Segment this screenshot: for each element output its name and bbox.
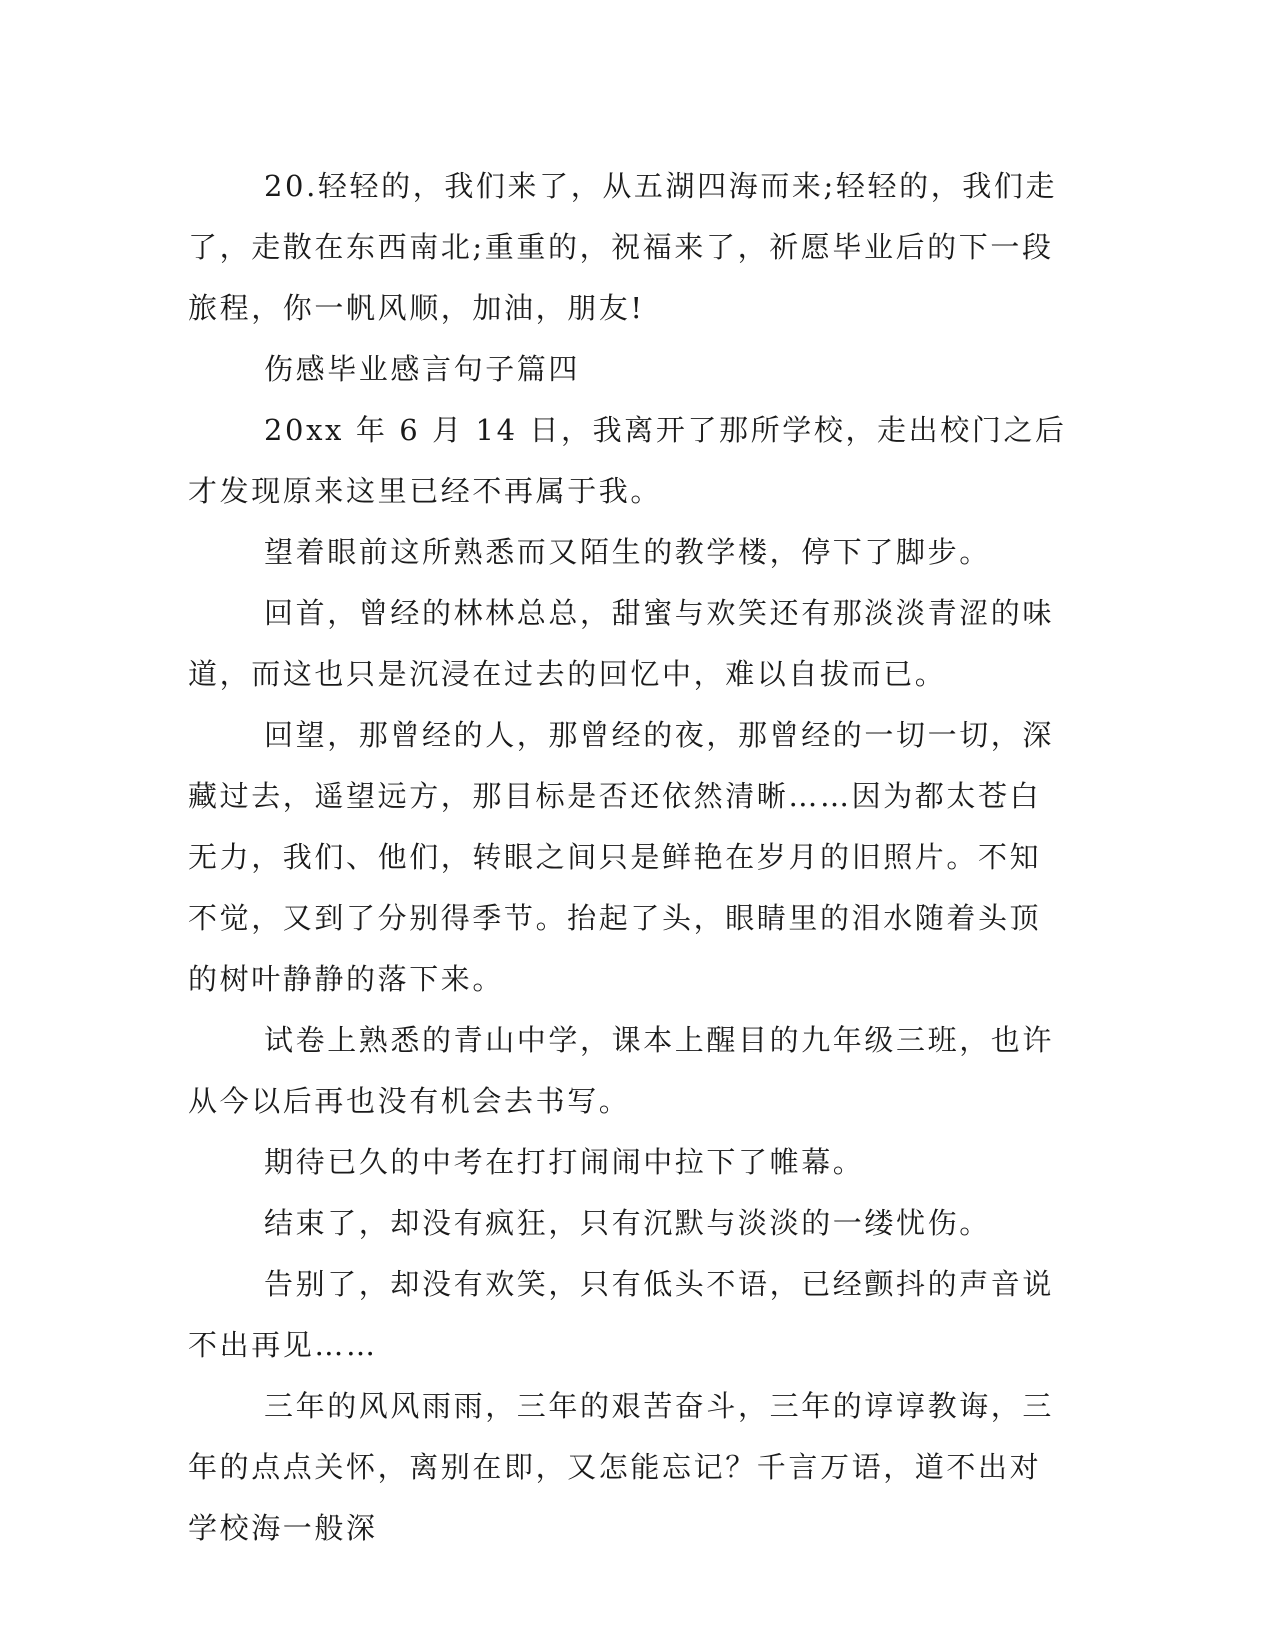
paragraph-building: 望着眼前这所熟悉而又陌生的教学楼，停下了脚步。 [264, 535, 991, 569]
paragraph-look-back: 回首，曾经的林林总总，甜蜜与欢笑还有那淡淡青涩的味道，而这也只是沉浸在过去的回忆中，难以自拔而已。 [188, 596, 1055, 691]
paragraph-school-name: 试卷上熟悉的青山中学，课本上醒目的九年级三班，也许从今以后再也没有机会去书写。 [188, 1023, 1055, 1118]
paragraph-three-years: 三年的风风雨雨，三年的艰苦奋斗，三年的谆谆教诲，三年的点点关怀，离别在即，又怎能忘记？千言万语，道不出对学校海一般深 [188, 1389, 1055, 1545]
document-body [188, 156, 1068, 1559]
paragraph-memories: 回望，那曾经的人，那曾经的夜，那曾经的一切一切，深藏过去，遥望远方，那目标是否还依然清晰……因为都太苍白无力，我们、他们，转眼之间只是鲜艳在岁月的旧照片。不知不觉，又到了分别得季节。抬起了头，眼睛里的泪水随着头顶的树叶静静的落下来。 [188, 718, 1055, 996]
paragraph-date: 20xx 年 6 月 14 日，我离开了那所学校，走出校门之后才发现原来这里已经不再属于我。 [188, 413, 1067, 508]
paragraph-ended: 结束了，却没有疯狂，只有沉默与淡淡的一缕忧伤。 [264, 1206, 991, 1240]
section-heading: 伤感毕业感言句子篇四 [264, 352, 581, 386]
paragraph-exam: 期待已久的中考在打打闹闹中拉下了帷幕。 [264, 1145, 865, 1179]
paragraph-farewell: 告别了，却没有欢笑，只有低头不语，已经颤抖的声音说不出再见…… [188, 1267, 1055, 1362]
paragraph-wish: 20.轻轻的，我们来了，从五湖四海而来;轻轻的，我们走了，走散在东西南北;重重的，祝福来了，祈愿毕业后的下一段旅程，你一帆风顺，加油，朋友! [188, 169, 1058, 325]
